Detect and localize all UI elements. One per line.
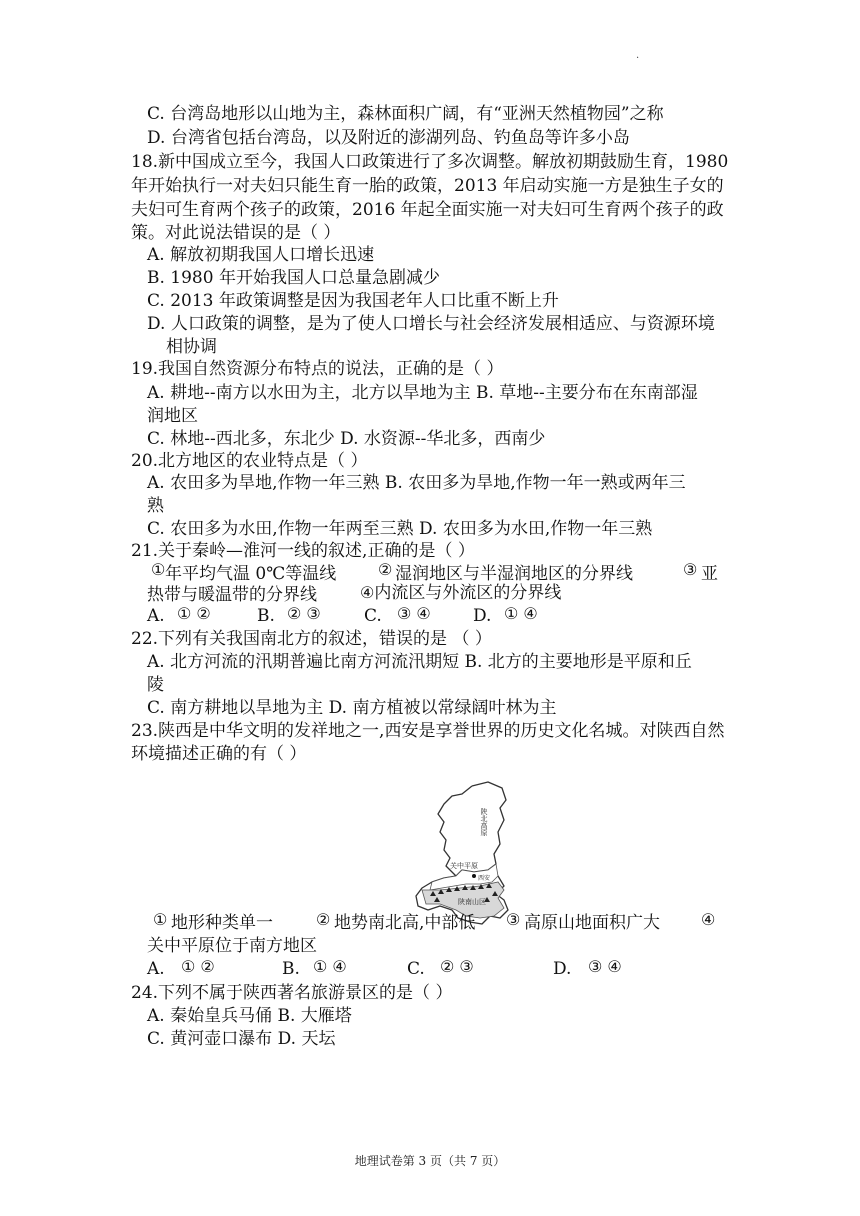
- q21-d-value: ① ④: [504, 604, 538, 623]
- q23-statements-line-1: [153, 911, 753, 935]
- q23-statement-2: 地势南北高,中部低: [334, 913, 476, 933]
- q18-stem-line-3: 夫妇可生育两个孩子的政策，2016 年起全面实施一对夫妇可生育两个孩子的政: [131, 200, 724, 220]
- map-label-south: 陕南山区: [458, 898, 486, 906]
- q20-options-cd: C. 农田多为水田,作物一年两至三熟 D. 农田多为水田,作物一年三熟: [147, 519, 653, 539]
- q19-options-ab-line-2: 润地区: [147, 406, 198, 426]
- q23-answer-row: [147, 957, 747, 981]
- q21-circle-3: ③: [683, 560, 698, 579]
- q21-a-value: ① ②: [177, 604, 211, 623]
- q21-circle-2: ②: [378, 560, 393, 579]
- q21-b-label: B.: [257, 606, 275, 626]
- q21-b-value: ② ③: [287, 604, 321, 623]
- q23-d-value: ③ ④: [588, 957, 622, 976]
- q23-d-label: D.: [553, 959, 572, 979]
- q23-a-label: A.: [147, 959, 165, 979]
- map-label-north: 陕北高原: [480, 808, 488, 836]
- xian-city-marker: [472, 874, 476, 878]
- q21-statement-3-end: 热带与暖温带的分界线: [147, 585, 317, 605]
- q23-stem-line-2: 环境描述正确的有（ ）: [131, 744, 307, 764]
- q18-option-d-line-1: D. 人口政策的调整，是为了使人口增长与社会经济发展相适应、与资源环境: [147, 314, 715, 334]
- q23-a-value: ① ②: [181, 957, 215, 976]
- map-label-mid: 关中平原: [450, 862, 478, 870]
- q20-options-ab-line-1: A. 农田多为旱地,作物一年三熟 B. 农田多为旱地,作物一年一熟或两年三: [147, 473, 686, 493]
- q21-circle-1: ①: [151, 560, 166, 579]
- q21-stem: 21.关于秦岭—淮河一线的叙述,正确的是（ ）: [131, 541, 475, 561]
- q21-statement-4: 内流区与外流区的分界线: [374, 583, 562, 603]
- q19-options-ab-line-1: A. 耕地--南方以水田为主，北方以旱地为主 B. 草地--主要分布在东南部湿: [147, 383, 698, 403]
- q21-answer-row: [147, 604, 747, 628]
- q24-options-ab: A. 秦始皇兵马俑 B. 大雁塔: [147, 1006, 352, 1026]
- q18-stem-line-2: 年开始执行一对夫妇只能生育一胎的政策，2013 年启动实施一方是独生子女的: [131, 176, 724, 196]
- q20-options-ab-line-2: 熟: [147, 496, 164, 516]
- q23-circle-3: ③: [506, 910, 521, 929]
- q21-statement-2: 湿润地区与半湿润地区的分界线: [395, 564, 633, 584]
- q23-circle-4: ④: [701, 910, 716, 929]
- q23-stem-line-1: 23.陕西是中华文明的发祥地之一,西安是享誉世界的历史文化名城。对陕西自然: [131, 721, 725, 741]
- q22-stem: 22.下列有关我国南北方的叙述，错误的是 （ ）: [131, 629, 492, 649]
- q23-b-label: B.: [282, 959, 300, 979]
- q23-c-label: C.: [407, 959, 425, 979]
- q24-options-cd: C. 黄河壶口瀑布 D. 天坛: [147, 1029, 336, 1049]
- q23-b-value: ① ④: [313, 957, 347, 976]
- q19-options-cd: C. 林地--西北多，东北少 D. 水资源--华北多，西南少: [147, 429, 546, 449]
- q18-stem-line-1: 18.新中国成立至今，我国人口政策进行了多次调整。解放初期鼓励生育，1980: [131, 152, 729, 172]
- q23-circle-1: ①: [153, 910, 168, 929]
- q21-a-label: A.: [147, 606, 165, 626]
- page-footer: 地理试卷第 3 页（共 7 页）: [354, 1154, 506, 1168]
- q22-options-ab-line-2: 陵: [147, 675, 164, 695]
- q22-options-cd: C. 南方耕地以旱地为主 D. 南方植被以常绿阔叶林为主: [147, 698, 557, 718]
- q18-option-c: C. 2013 年政策调整是因为我国老年人口比重不断上升: [147, 291, 559, 311]
- q18-option-d-line-2: 相协调: [166, 337, 217, 357]
- q17-option-c: C. 台湾岛地形以山地为主，森林面积广阔，有“亚洲天然植物园”之称: [147, 104, 664, 124]
- q21-statement-3-start: 亚: [701, 564, 718, 584]
- q23-circle-2: ②: [316, 910, 331, 929]
- q23-statement-1: 地形种类单一: [171, 913, 273, 933]
- q21-circle-4: ④: [360, 583, 375, 602]
- q17-option-d: D. 台湾省包括台湾岛，以及附近的澎湖列岛、钓鱼岛等许多小岛: [147, 128, 630, 148]
- q21-d-label: D.: [473, 606, 492, 626]
- q21-c-label: C.: [364, 606, 382, 626]
- q19-stem: 19.我国自然资源分布特点的说法，正确的是（ ）: [131, 359, 504, 379]
- q21-statement-1: 年平均气温 0℃等温线: [165, 564, 337, 584]
- q21-c-value: ③ ④: [397, 604, 431, 623]
- q20-stem: 20.北方地区的农业特点是（ ）: [131, 451, 368, 471]
- q18-stem-line-4: 策。对此说法错误的是（ ）: [131, 223, 341, 243]
- q18-option-b: B. 1980 年开始我国人口总量急剧减少: [147, 268, 440, 288]
- page-dot: .: [636, 50, 640, 61]
- q23-statement-4: 关中平原位于南方地区: [147, 936, 317, 956]
- map-label-city: 西安: [478, 875, 491, 882]
- q23-statement-3: 高原山地面积广大: [524, 913, 660, 933]
- q23-c-value: ② ③: [440, 957, 474, 976]
- q24-stem: 24.下列不属于陕西著名旅游景区的是（ ）: [131, 983, 453, 1003]
- q22-options-ab-line-1: A. 北方河流的汛期普遍比南方河流汛期短 B. 北方的主要地形是平原和丘: [147, 652, 692, 672]
- q18-option-a: A. 解放初期我国人口增长迅速: [147, 245, 375, 265]
